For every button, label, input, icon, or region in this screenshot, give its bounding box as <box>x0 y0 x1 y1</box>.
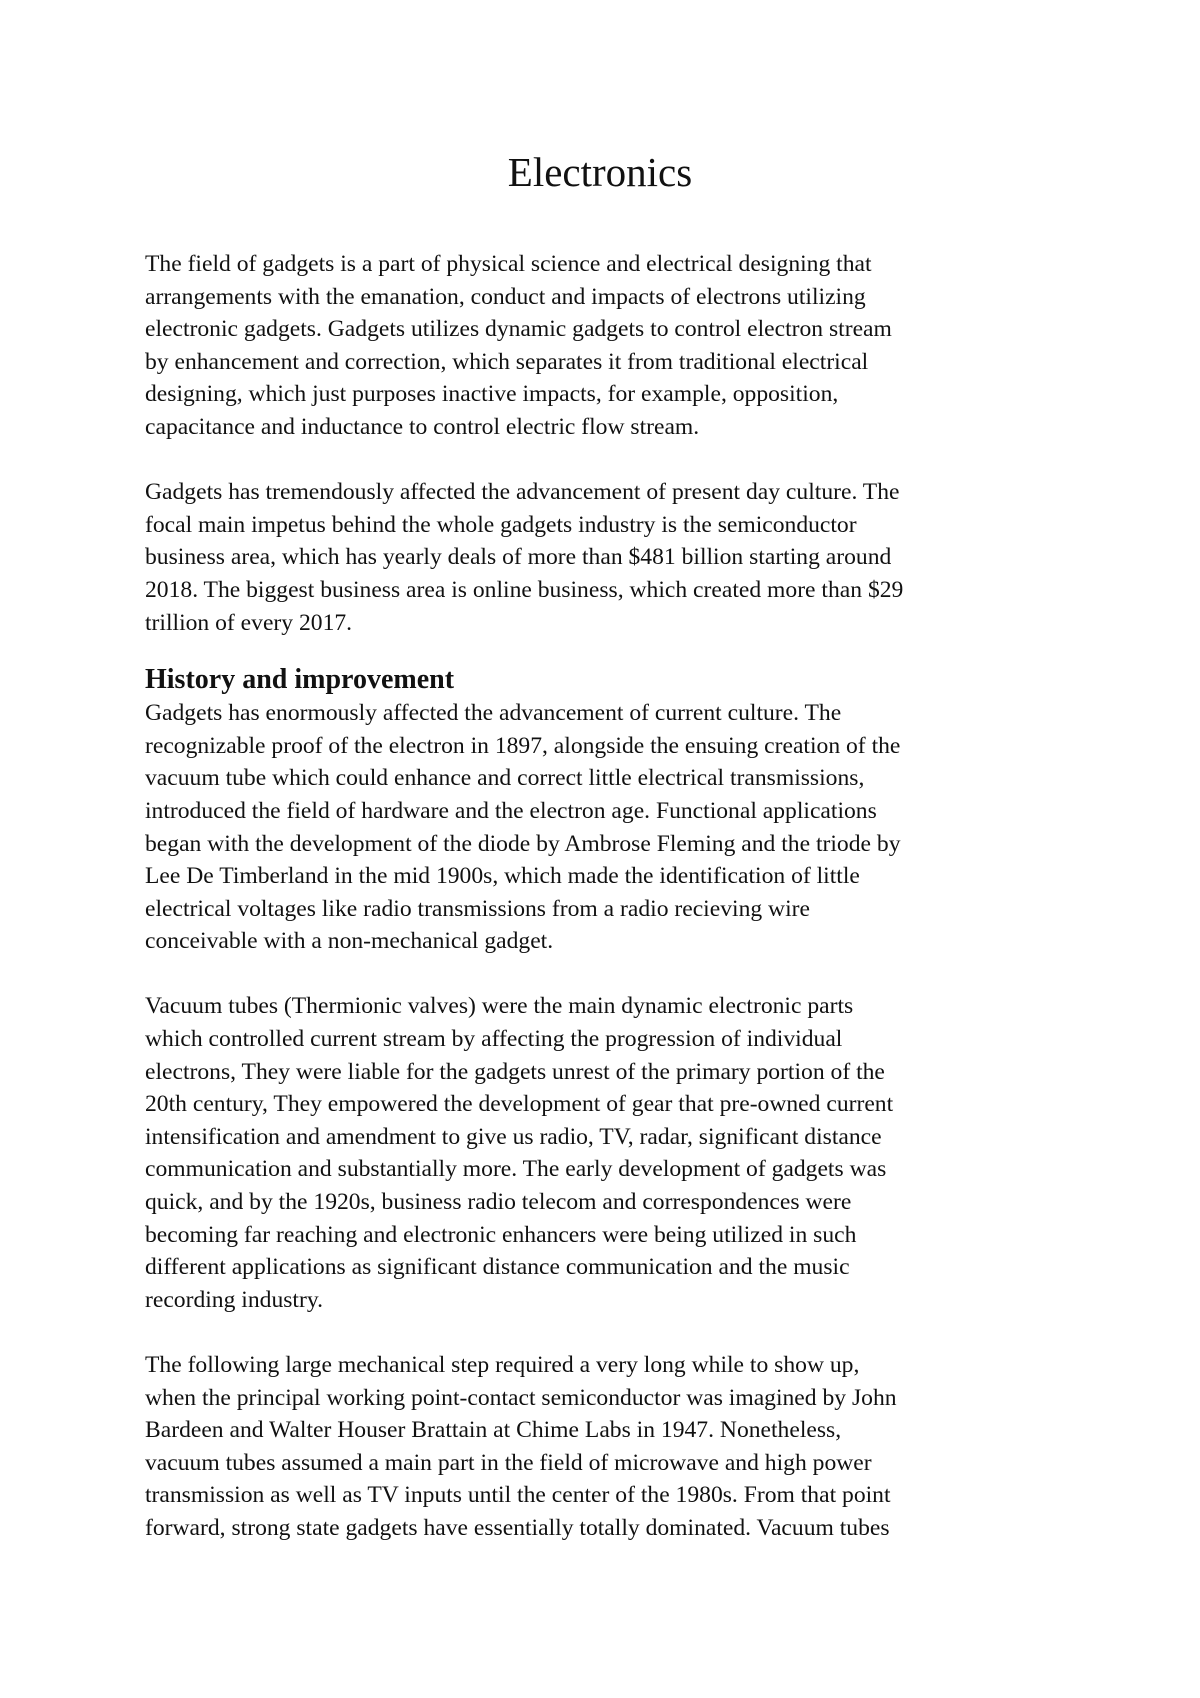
paragraph-history <box>145 697 1075 958</box>
text-line: arrangements with the emanation, conduct and impacts of electrons utilizing <box>145 283 866 310</box>
text-line: Vacuum tubes (Thermionic valves) were the main dynamic electronic parts <box>145 993 854 1020</box>
paragraph-semiconductor <box>145 1349 1075 1545</box>
paragraph-industry <box>145 476 1075 639</box>
text-line: becoming far reaching and electronic enhancers were being utilized in such <box>145 1221 857 1248</box>
text-line: vacuum tubes assumed a main part in the field of microwave and high power <box>145 1449 872 1476</box>
document-body <box>145 248 1075 1545</box>
text-line: The field of gadgets is a part of physical science and electrical designing that <box>145 251 872 277</box>
text-line: conceivable with a non-mechanical gadget. <box>145 928 554 955</box>
text-line: focal main impetus behind the whole gadgets industry is the semiconductor <box>145 511 857 538</box>
paragraph-intro <box>145 248 1075 444</box>
text-line: transmission as well as TV inputs until the center of the 1980s. From that point <box>145 1482 891 1509</box>
text-line: 20th century, They empowered the development of gear that pre-owned current <box>145 1091 894 1118</box>
text-line: when the principal working point-contact semiconductor was imagined by John <box>145 1384 897 1411</box>
text-line: quick, and by the 1920s, business radio telecom and correspondences were <box>145 1189 852 1216</box>
text-line: electronic gadgets. Gadgets utilizes dynamic gadgets to control electron stream <box>145 316 892 343</box>
paragraph-vacuum-tubes <box>145 990 1075 1316</box>
text-line: forward, strong state gadgets have essentially totally dominated. Vacuum tubes <box>145 1514 890 1541</box>
text-line: 2018. The biggest business area is online business, which created more than $29 <box>145 576 904 603</box>
document-title: Electronics <box>507 149 693 195</box>
section-heading: History and improvement <box>145 664 455 696</box>
text-line: capacitance and inductance to control electric flow stream. <box>145 413 700 440</box>
text-line: began with the development of the diode by Ambrose Fleming and the triode by <box>145 830 901 857</box>
text-line: Gadgets has enormously affected the advancement of current culture. The <box>145 700 842 727</box>
text-line: trillion of every 2017. <box>145 609 353 636</box>
text-line: which controlled current stream by affecting the progression of individual <box>145 1026 843 1053</box>
text-line: Gadgets has tremendously affected the advancement of present day culture. The <box>145 479 900 506</box>
text-line: business area, which has yearly deals of more than $481 billion starting around <box>145 544 892 571</box>
text-line: The following large mechanical step required a very long while to show up, <box>145 1352 860 1378</box>
text-line: designing, which just purposes inactive impacts, for example, opposition, <box>145 381 839 408</box>
text-line: different applications as significant distance communication and the music <box>145 1254 850 1281</box>
text-line: Lee De Timberland in the mid 1900s, which made the identification of little <box>145 863 860 890</box>
text-line: electrical voltages like radio transmissions from a radio recieving wire <box>145 895 810 922</box>
text-line: recognizable proof of the electron in 1897, alongside the ensuing creation of the <box>145 732 901 759</box>
text-line: communication and substantially more. The early development of gadgets was <box>145 1156 887 1183</box>
text-line: introduced the field of hardware and the electron age. Functional applications <box>145 797 877 824</box>
text-line: recording industry. <box>145 1286 324 1313</box>
text-line: electrons, They were liable for the gadgets unrest of the primary portion of the <box>145 1058 885 1085</box>
text-line: intensification and amendment to give us radio, TV, radar, significant distance <box>145 1123 882 1150</box>
text-line: by enhancement and correction, which separates it from traditional electrical <box>145 348 869 375</box>
text-line: Bardeen and Walter Houser Brattain at Chime Labs in 1947. Nonetheless, <box>145 1417 842 1444</box>
text-line: vacuum tube which could enhance and correct little electrical transmissions, <box>145 765 865 792</box>
